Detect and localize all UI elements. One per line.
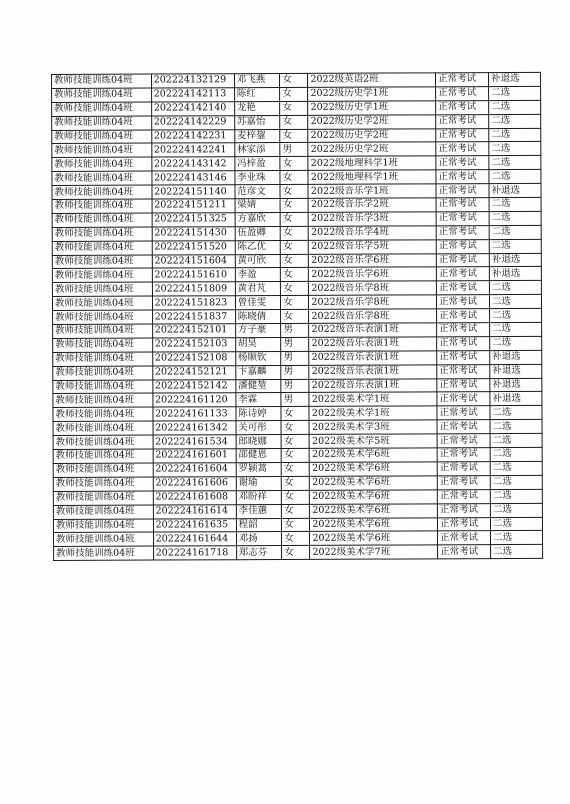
student-id-cell: 202224151430 xyxy=(152,226,235,240)
student-name-cell: 冯梓盈 xyxy=(235,157,281,171)
student-id-cell: 202224142231 xyxy=(151,129,234,143)
class-cell: 教师技能训练04班 xyxy=(52,171,152,185)
student-name-cell: 李业珠 xyxy=(235,171,281,185)
exam-type-cell: 正常考试 xyxy=(436,253,489,267)
exam-type-cell: 正常考试 xyxy=(438,531,491,545)
major-class-cell: 2022级地理科学1班 xyxy=(308,156,436,170)
selection-type-cell: 二选 xyxy=(490,322,542,336)
class-cell: 教师技能训练04班 xyxy=(52,74,152,88)
student-id-cell: 202224143142 xyxy=(152,157,235,171)
class-cell: 教师技能训练04班 xyxy=(52,227,152,241)
selection-type-cell: 二选 xyxy=(489,86,541,100)
exam-type-cell: 正常考试 xyxy=(437,392,490,406)
gender-cell: 女 xyxy=(280,73,308,87)
class-cell: 教师技能训练04班 xyxy=(52,116,152,130)
exam-type-cell: 正常考试 xyxy=(436,184,489,198)
major-class-cell: 2022级美术学6班 xyxy=(310,448,438,462)
selection-type-cell: 补退选 xyxy=(489,72,541,86)
exam-type-cell: 正常考试 xyxy=(438,545,491,559)
student-name-cell: 陈乙优 xyxy=(235,240,281,254)
gender-cell: 女 xyxy=(282,532,310,546)
gender-cell: 女 xyxy=(280,198,308,212)
exam-type-cell: 正常考试 xyxy=(436,239,489,253)
class-cell: 教师技能训练04班 xyxy=(53,407,153,421)
student-id-cell: 202224132129 xyxy=(151,74,234,88)
student-name-cell: 罗颍蒿 xyxy=(236,462,282,476)
exam-type-cell: 正常考试 xyxy=(436,100,489,114)
exam-type-cell: 正常考试 xyxy=(436,198,489,212)
student-id-cell: 202224151809 xyxy=(152,282,235,296)
student-name-cell: 潘健堃 xyxy=(236,379,282,393)
gender-cell: 女 xyxy=(282,462,310,476)
class-cell: 教师技能训练04班 xyxy=(52,185,152,199)
gender-cell: 女 xyxy=(281,310,309,324)
student-name-cell: 杨顺钦 xyxy=(235,351,281,365)
student-id-cell: 202224152121 xyxy=(152,365,235,379)
student-id-cell: 202224152108 xyxy=(152,352,235,366)
class-cell: 教师技能训练04班 xyxy=(53,366,153,380)
exam-type-cell: 正常考试 xyxy=(438,517,491,531)
class-cell: 教师技能训练04班 xyxy=(52,296,152,310)
class-cell: 教师技能训练04班 xyxy=(53,463,153,477)
exam-type-cell: 正常考试 xyxy=(437,448,490,462)
exam-type-cell: 正常考试 xyxy=(437,434,490,448)
gender-cell: 女 xyxy=(280,212,308,226)
student-name-cell: 范彦文 xyxy=(235,185,281,199)
major-class-cell: 2022级历史学1班 xyxy=(308,101,436,115)
student-id-cell: 202224151520 xyxy=(152,240,235,254)
gender-cell: 男 xyxy=(281,337,309,351)
exam-type-cell: 正常考试 xyxy=(436,170,489,184)
class-cell: 教师技能训练04班 xyxy=(53,421,153,435)
gender-cell: 女 xyxy=(281,240,309,254)
class-cell: 教师技能训练04班 xyxy=(52,199,152,213)
student-name-cell: 胡昊 xyxy=(235,337,281,351)
class-cell: 教师技能训练04班 xyxy=(53,338,153,352)
major-class-cell: 2022级美术学6班 xyxy=(310,531,438,545)
class-cell: 教师技能训练04班 xyxy=(52,157,152,171)
selection-type-cell: 二选 xyxy=(490,489,542,503)
selection-type-cell: 二选 xyxy=(489,114,541,128)
class-cell: 教师技能训练04班 xyxy=(53,352,153,366)
gender-cell: 女 xyxy=(280,157,308,171)
selection-type-cell: 二选 xyxy=(489,142,541,156)
student-id-cell: 202224151604 xyxy=(152,254,235,268)
student-id-cell: 202224152103 xyxy=(152,338,235,352)
gender-cell: 女 xyxy=(281,296,309,310)
selection-type-cell: 二选 xyxy=(489,156,541,170)
selection-type-cell: 二选 xyxy=(489,225,541,239)
major-class-cell: 2022级美术学6班 xyxy=(310,490,438,504)
student-roster-table xyxy=(51,72,543,561)
major-class-cell: 2022级音乐学8班 xyxy=(309,309,437,323)
class-cell: 教师技能训练04班 xyxy=(53,449,153,463)
exam-type-cell: 正常考试 xyxy=(437,503,490,517)
major-class-cell: 2022级音乐学3班 xyxy=(309,212,437,226)
major-class-cell: 2022级音乐学8班 xyxy=(309,281,437,295)
gender-cell: 女 xyxy=(280,185,308,199)
selection-type-cell: 二选 xyxy=(490,475,542,489)
selection-type-cell: 补退选 xyxy=(489,267,541,281)
gender-cell: 女 xyxy=(282,518,310,532)
class-cell: 教师技能训练04班 xyxy=(53,435,153,449)
gender-cell: 男 xyxy=(281,323,309,337)
class-cell: 教师技能训练04班 xyxy=(52,213,152,227)
table-row xyxy=(54,545,543,561)
student-name-cell: 陈红 xyxy=(234,87,280,101)
student-name-cell: 龙艳 xyxy=(234,101,280,115)
student-name-cell: 程韶 xyxy=(236,518,282,532)
major-class-cell: 2022级地理科学1班 xyxy=(308,170,436,184)
class-cell: 教师技能训练04班 xyxy=(52,144,152,158)
exam-type-cell: 正常考试 xyxy=(437,309,490,323)
student-id-cell: 202224161601 xyxy=(153,449,236,463)
student-id-cell: 202224161342 xyxy=(153,421,236,435)
exam-type-cell: 正常考试 xyxy=(436,114,489,128)
class-cell: 教师技能训练04班 xyxy=(53,380,153,394)
student-id-cell: 202224161606 xyxy=(153,477,236,491)
major-class-cell: 2022级音乐表演1班 xyxy=(309,323,437,337)
class-cell: 教师技能训练04班 xyxy=(52,102,152,116)
class-cell: 教师技能训练04班 xyxy=(52,88,152,102)
gender-cell: 男 xyxy=(280,143,308,157)
gender-cell: 女 xyxy=(281,407,309,421)
selection-type-cell: 二选 xyxy=(490,503,542,517)
gender-cell: 女 xyxy=(281,435,309,449)
selection-type-cell: 二选 xyxy=(489,211,541,225)
major-class-cell: 2022级音乐表演1班 xyxy=(309,351,437,365)
selection-type-cell: 补退选 xyxy=(489,183,541,197)
student-id-cell: 202224161120 xyxy=(153,393,236,407)
student-id-cell: 202224142140 xyxy=(151,101,234,115)
student-name-cell: 邓扬 xyxy=(236,532,282,546)
student-id-cell: 202224161133 xyxy=(153,407,236,421)
student-id-cell: 202224151325 xyxy=(152,213,235,227)
student-name-cell: 陈诗婷 xyxy=(236,407,282,421)
student-id-cell: 202224161718 xyxy=(153,546,236,560)
class-cell: 教师技能训练04班 xyxy=(53,324,153,338)
major-class-cell: 2022级音乐学6班 xyxy=(309,253,437,267)
exam-type-cell: 正常考试 xyxy=(436,73,489,87)
student-id-cell: 202224152142 xyxy=(152,379,235,393)
major-class-cell: 2022级美术学1班 xyxy=(309,392,437,406)
class-cell: 教师技能训练04班 xyxy=(54,532,154,546)
gender-cell: 男 xyxy=(281,379,309,393)
student-name-cell: 方嘉欣 xyxy=(235,212,281,226)
selection-type-cell: 二选 xyxy=(489,197,541,211)
class-cell: 教师技能训练04班 xyxy=(52,241,152,255)
selection-type-cell: 二选 xyxy=(490,309,542,323)
roster-body xyxy=(52,72,543,560)
exam-type-cell: 正常考试 xyxy=(436,267,489,281)
major-class-cell: 2022级美术学1班 xyxy=(309,406,437,420)
major-class-cell: 2022级音乐学1班 xyxy=(308,184,436,198)
major-class-cell: 2022级音乐学2班 xyxy=(308,198,436,212)
class-cell: 教师技能训练04班 xyxy=(54,546,154,560)
selection-type-cell: 二选 xyxy=(489,128,541,142)
major-class-cell: 2022级美术学5班 xyxy=(309,434,437,448)
gender-cell: 男 xyxy=(281,351,309,365)
student-id-cell: 202224161608 xyxy=(153,490,236,504)
selection-type-cell: 二选 xyxy=(490,461,542,475)
class-cell: 教师技能训练04班 xyxy=(53,394,153,408)
major-class-cell: 2022级音乐学8班 xyxy=(309,295,437,309)
selection-type-cell: 补退选 xyxy=(490,350,542,364)
selection-type-cell: 二选 xyxy=(489,170,541,184)
exam-type-cell: 正常考试 xyxy=(437,378,490,392)
exam-type-cell: 正常考试 xyxy=(436,128,489,142)
major-class-cell: 2022级美术学7班 xyxy=(310,545,438,559)
class-cell: 教师技能训练04班 xyxy=(53,519,153,533)
selection-type-cell: 补退选 xyxy=(489,253,541,267)
major-class-cell: 2022级历史学2班 xyxy=(308,128,436,142)
student-name-cell: 梁婧 xyxy=(235,199,281,213)
exam-type-cell: 正常考试 xyxy=(437,295,490,309)
class-cell: 教师技能训练04班 xyxy=(53,491,153,505)
student-name-cell: 陈晓倩 xyxy=(235,310,281,324)
major-class-cell: 2022级音乐表演1班 xyxy=(309,378,437,392)
selection-type-cell: 二选 xyxy=(490,447,542,461)
student-id-cell: 202224142241 xyxy=(151,143,234,157)
selection-type-cell: 补退选 xyxy=(490,392,542,406)
exam-type-cell: 正常考试 xyxy=(437,350,490,364)
class-cell: 教师技能训练04班 xyxy=(53,477,153,491)
gender-cell: 男 xyxy=(281,393,309,407)
student-id-cell: 202224161534 xyxy=(153,435,236,449)
exam-type-cell: 正常考试 xyxy=(436,86,489,100)
student-name-cell: 卞嘉麟 xyxy=(235,365,281,379)
selection-type-cell: 二选 xyxy=(491,545,543,559)
class-cell: 教师技能训练04班 xyxy=(52,130,152,144)
exam-type-cell: 正常考试 xyxy=(437,475,490,489)
selection-type-cell: 二选 xyxy=(489,239,541,253)
exam-type-cell: 正常考试 xyxy=(436,156,489,170)
student-id-cell: 202224161604 xyxy=(153,463,236,477)
class-cell: 教师技能训练04班 xyxy=(52,269,152,283)
exam-type-cell: 正常考试 xyxy=(437,281,490,295)
gender-cell: 女 xyxy=(280,115,308,129)
student-name-cell: 邓盼祥 xyxy=(236,490,282,504)
gender-cell: 女 xyxy=(281,282,309,296)
selection-type-cell: 二选 xyxy=(489,295,541,309)
major-class-cell: 2022级美术学6班 xyxy=(310,503,438,517)
gender-cell: 女 xyxy=(282,448,310,462)
student-id-cell: 202224151140 xyxy=(152,185,235,199)
gender-cell: 女 xyxy=(281,421,309,435)
selection-type-cell: 补退选 xyxy=(490,378,542,392)
student-name-cell: 李盈 xyxy=(235,268,281,282)
student-name-cell: 方子豪 xyxy=(235,324,281,338)
student-name-cell: 邓飞燕 xyxy=(234,74,280,88)
gender-cell: 女 xyxy=(282,504,310,518)
gender-cell: 女 xyxy=(282,546,310,560)
major-class-cell: 2022级音乐学6班 xyxy=(309,267,437,281)
gender-cell: 女 xyxy=(280,87,308,101)
student-name-cell: 邵健恩 xyxy=(236,449,282,463)
selection-type-cell: 二选 xyxy=(490,517,542,531)
gender-cell: 女 xyxy=(281,254,309,268)
student-name-cell: 黄君芃 xyxy=(235,282,281,296)
major-class-cell: 2022级英语2班 xyxy=(308,73,436,87)
gender-cell: 女 xyxy=(280,101,308,115)
student-name-cell: 苏嘉怡 xyxy=(234,115,280,129)
student-id-cell: 202224151823 xyxy=(152,296,235,310)
exam-type-cell: 正常考试 xyxy=(437,462,490,476)
major-class-cell: 2022级音乐学4班 xyxy=(309,226,437,240)
class-cell: 教师技能训练04班 xyxy=(52,282,152,296)
exam-type-cell: 正常考试 xyxy=(437,323,490,337)
class-cell: 教师技能训练04班 xyxy=(53,505,153,519)
student-name-cell: 麦梓鋆 xyxy=(234,129,280,143)
major-class-cell: 2022级音乐学5班 xyxy=(309,240,437,254)
student-name-cell: 李霖 xyxy=(236,393,282,407)
major-class-cell: 2022级美术学6班 xyxy=(310,476,438,490)
student-id-cell: 202224151837 xyxy=(152,310,235,324)
major-class-cell: 2022级历史学2班 xyxy=(308,114,436,128)
student-id-cell: 202224161635 xyxy=(153,518,236,532)
exam-type-cell: 正常考试 xyxy=(436,211,489,225)
student-id-cell: 202224161614 xyxy=(153,504,236,518)
student-name-cell: 郎晓娜 xyxy=(236,435,282,449)
gender-cell: 女 xyxy=(280,171,308,185)
class-cell: 教师技能训练04班 xyxy=(53,310,153,324)
major-class-cell: 2022级历史学2班 xyxy=(308,142,436,156)
exam-type-cell: 正常考试 xyxy=(436,142,489,156)
student-id-cell: 202224151610 xyxy=(152,268,235,282)
exam-type-cell: 正常考试 xyxy=(437,406,490,420)
gender-cell: 女 xyxy=(282,490,310,504)
gender-cell: 男 xyxy=(281,365,309,379)
selection-type-cell: 二选 xyxy=(490,336,542,350)
major-class-cell: 2022级音乐表演1班 xyxy=(309,365,437,379)
selection-type-cell: 补退选 xyxy=(490,364,542,378)
exam-type-cell: 正常考试 xyxy=(437,489,490,503)
exam-type-cell: 正常考试 xyxy=(437,337,490,351)
student-id-cell: 202224142229 xyxy=(151,115,234,129)
exam-type-cell: 正常考试 xyxy=(437,364,490,378)
gender-cell: 女 xyxy=(281,226,309,240)
major-class-cell: 2022级历史学1班 xyxy=(308,87,436,101)
student-name-cell: 伍盈卿 xyxy=(235,226,281,240)
class-cell: 教师技能训练04班 xyxy=(52,255,152,269)
gender-cell: 女 xyxy=(281,268,309,282)
student-id-cell: 202224152101 xyxy=(152,324,235,338)
student-name-cell: 郑志芬 xyxy=(236,546,282,560)
selection-type-cell: 二选 xyxy=(491,531,543,545)
exam-type-cell: 正常考试 xyxy=(436,225,489,239)
selection-type-cell: 二选 xyxy=(489,281,541,295)
student-id-cell: 202224142113 xyxy=(151,88,234,102)
student-id-cell: 202224161644 xyxy=(153,532,236,546)
selection-type-cell: 二选 xyxy=(490,434,542,448)
student-name-cell: 李佳蕙 xyxy=(236,504,282,518)
student-name-cell: 关可彤 xyxy=(236,421,282,435)
major-class-cell: 2022级美术学6班 xyxy=(310,517,438,531)
student-id-cell: 202224151211 xyxy=(152,199,235,213)
student-name-cell: 黄可欣 xyxy=(235,254,281,268)
gender-cell: 女 xyxy=(282,476,310,490)
gender-cell: 女 xyxy=(280,129,308,143)
major-class-cell: 2022级音乐表演1班 xyxy=(309,337,437,351)
student-name-cell: 谢瑜 xyxy=(236,476,282,490)
selection-type-cell: 二选 xyxy=(490,420,542,434)
major-class-cell: 2022级美术学3班 xyxy=(309,420,437,434)
selection-type-cell: 二选 xyxy=(489,100,541,114)
major-class-cell: 2022级美术学6班 xyxy=(310,462,438,476)
selection-type-cell: 二选 xyxy=(490,406,542,420)
exam-type-cell: 正常考试 xyxy=(437,420,490,434)
student-id-cell: 202224143146 xyxy=(152,171,235,185)
student-name-cell: 曾佳雯 xyxy=(235,296,281,310)
student-name-cell: 林家添 xyxy=(235,143,281,157)
